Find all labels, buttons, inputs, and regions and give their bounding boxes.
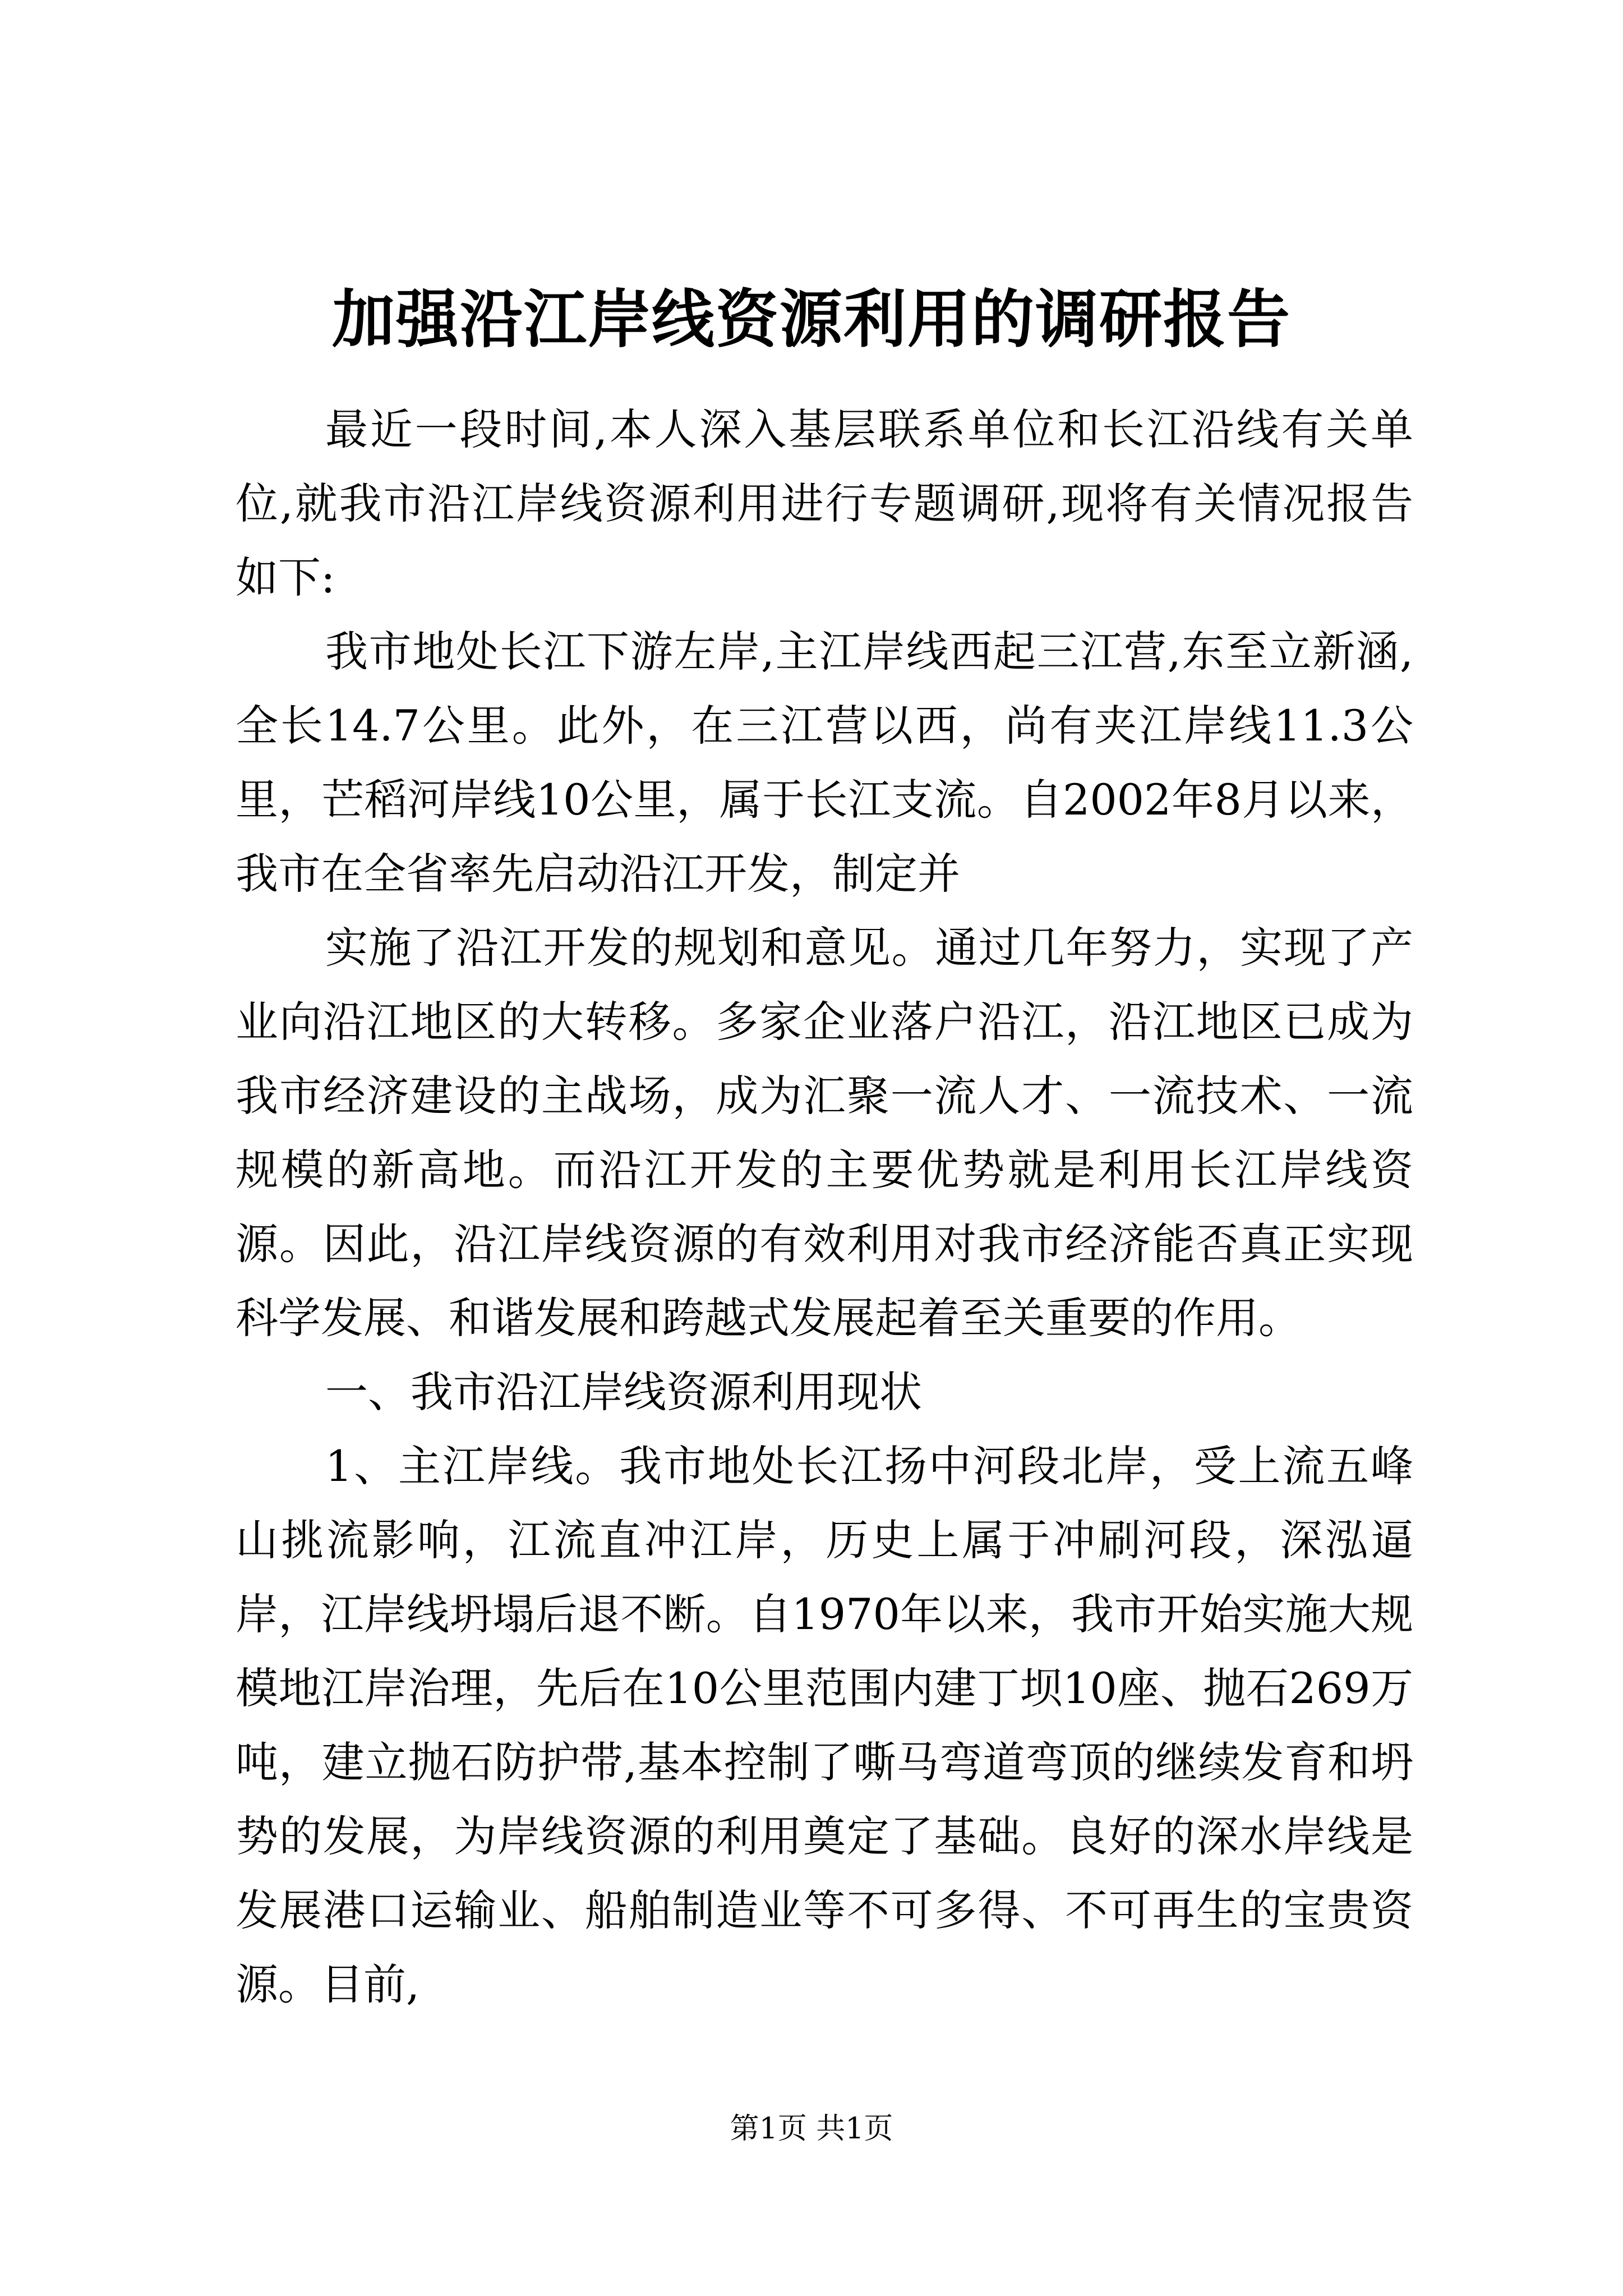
paragraph: 1、主江岸线。我市地处长江扬中河段北岸，受上流五峰山挑流影响，江流直冲江岸，历史上属于冲刷河段，深泓逼岸，江岸线坍塌后退不断。自1970年以来，我市开始实施大规模地江岸治理，先后在10公里范围内建丁坝10座、抛石269万吨，建立抛石防护带,基本控制了嘶马弯道弯顶的继续发育和坍势的发展，为岸线资源的利用奠定了基础。良好的深水岸线是发展港口运输业、船舶制造业等不可多得、不可再生的宝贵资源。目前, <box>236 1441 1413 2009</box>
page-footer: 第1页 共1页 <box>730 2112 893 2146</box>
document-title: 加强沿江岸线资源利用的调研报告 <box>332 283 1291 356</box>
paragraph: 实施了沿江开发的规划和意见。通过几年努力，实现了产业向沿江地区的大转移。多家企业落户沿江，沿江地区已成为我市经济建设的主战场，成为汇聚一流人才、一流技术、一流规模的新高地。而沿江开发的主要优势就是利用长江岸线资源。因此，沿江岸线资源的有效利用对我市经济能否真正实现科学发展、和谐发展和跨越式发展起着至关重要的作用。 <box>236 923 1413 1343</box>
paragraph: 最近一段时间,本人深入基层联系单位和长江沿线有关单位,就我市沿江岸线资源利用进行专题调研,现将有关情况报告如下: <box>236 404 1413 602</box>
section-heading: 一、我市沿江岸线资源利用现状 <box>325 1367 922 1417</box>
document-body <box>236 393 1413 2022</box>
paragraph: 我市地处长江下游左岸,主江岸线西起三江营,东至立新涵,全长14.7公里。此外，在三江营以西，尚有夹江岸线11.3公里，芒稻河岸线10公里，属于长江支流。自2002年8月以来，我市在全省率先启动沿江开发，制定并 <box>236 627 1413 899</box>
